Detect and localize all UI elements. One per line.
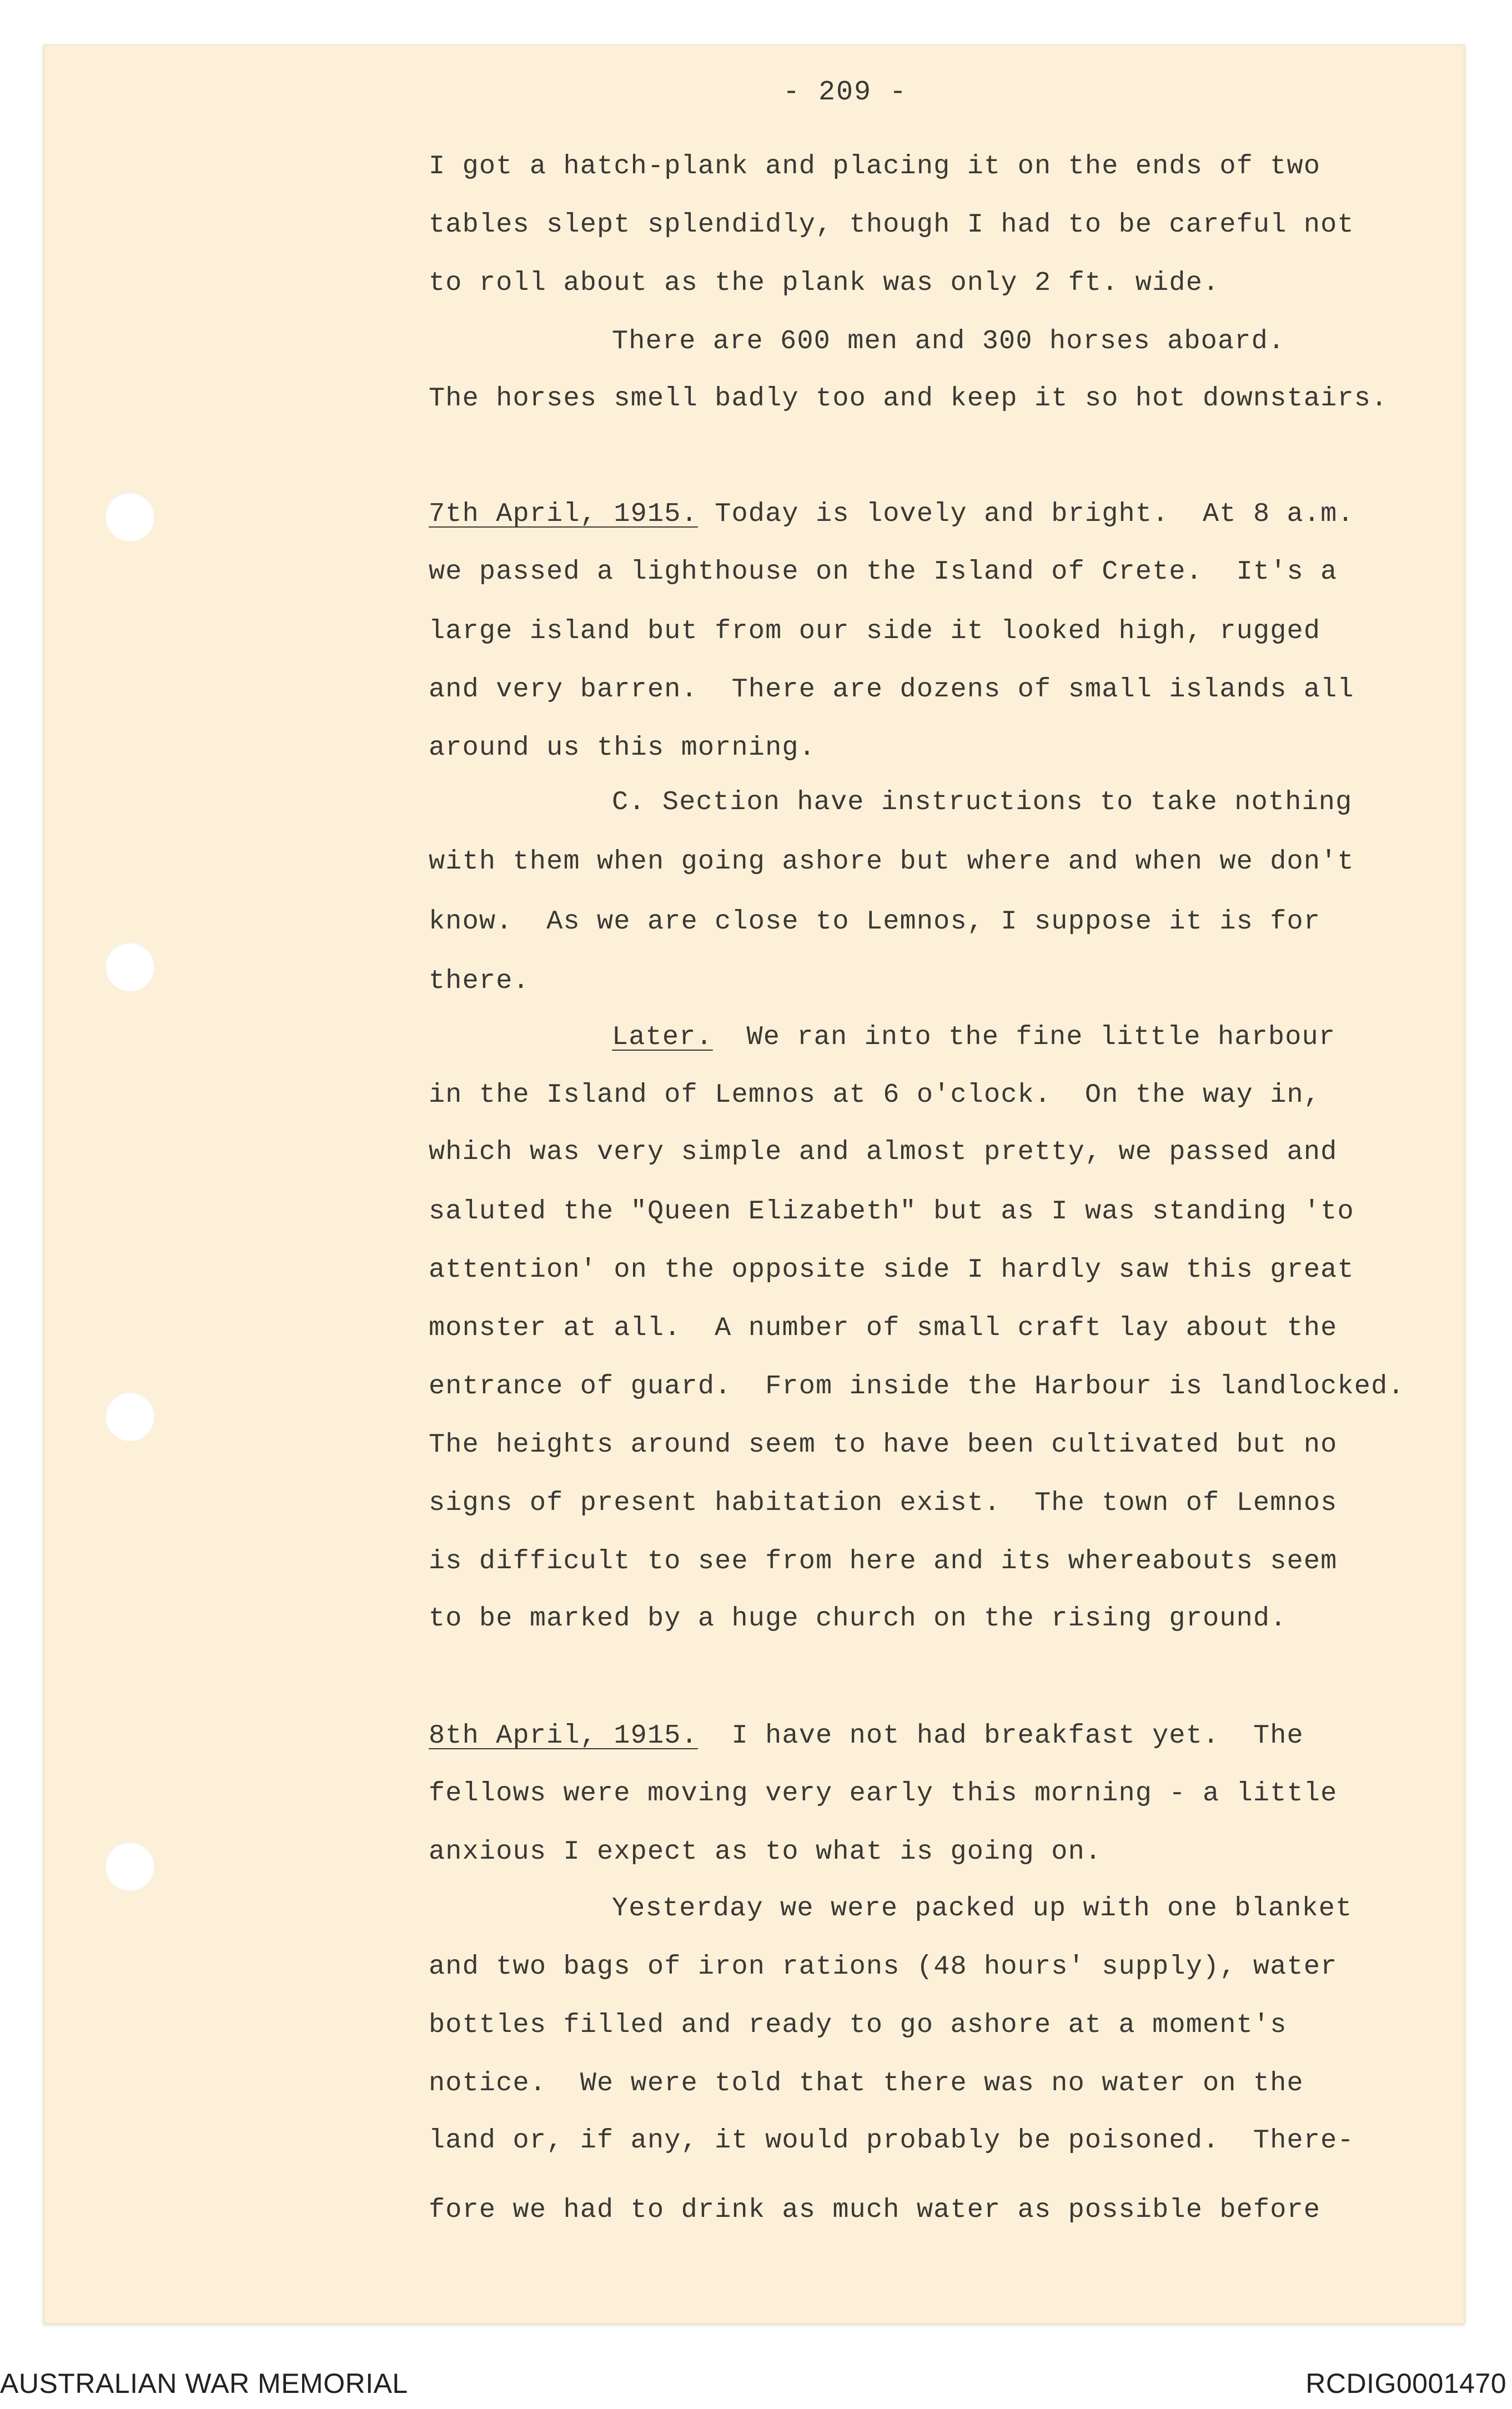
text-line: The heights around seem to have been cultivated but no <box>429 1429 1338 1460</box>
text-line: around us this morning. <box>429 732 816 763</box>
diary-entry-line <box>429 1021 1335 1054</box>
text-line: tables slept splendidly, though I had to be careful not <box>429 209 1354 240</box>
text-line: C. Section have instructions to take nothing <box>612 787 1353 817</box>
page-number: - 209 - <box>783 77 908 108</box>
text-line: is difficult to see from here and its whereabouts seem <box>429 1546 1338 1577</box>
text-line: in the Island of Lemnos at 6 o'clock. On the way in, <box>429 1080 1321 1110</box>
text-line: fellows were moving very early this morning - a little <box>429 1778 1338 1809</box>
text-line: Yesterday we were packed up with one blanket <box>612 1893 1353 1924</box>
text-line: to roll about as the plank was only 2 ft. wide. <box>429 268 1220 298</box>
entry-date-heading: 7th April, 1915. <box>429 499 698 529</box>
text-line: signs of present habitation exist. The town of Lemnos <box>429 1488 1338 1518</box>
punch-hole <box>106 493 154 541</box>
text-line: anxious I expect as to what is going on. <box>429 1836 1102 1867</box>
punch-hole <box>106 1392 154 1441</box>
diary-entry-line <box>429 1719 1304 1753</box>
entry-date-heading: 8th April, 1915. <box>429 1720 698 1751</box>
text-line: There are 600 men and 300 horses aboard. <box>612 326 1285 357</box>
text-line: to be marked by a huge church on the rising ground. <box>429 1603 1287 1634</box>
punch-hole <box>106 942 154 991</box>
text-line: The horses smell badly too and keep it so hot downstairs. <box>429 383 1388 414</box>
text-line: saluted the "Queen Elizabeth" but as I was standing 'to <box>429 1196 1354 1227</box>
text-line: which was very simple and almost pretty, we passed and <box>429 1137 1338 1167</box>
text-line: bottles filled and ready to go ashore at a moment's <box>429 2010 1287 2040</box>
text-line: large island but from our side it looked high, rugged <box>429 616 1321 646</box>
text-line: I got a hatch-plank and placing it on the ends of two <box>429 151 1321 182</box>
punch-hole <box>106 1842 154 1891</box>
entry-subheading: Later. <box>612 1022 713 1052</box>
text-line: with them when going ashore but where and when we don't <box>429 846 1354 877</box>
text-line: entrance of guard. From inside the Harbour is landlocked. <box>429 1371 1405 1402</box>
text-line: know. As we are close to Lemnos, I suppose it is for <box>429 906 1321 937</box>
text-line: notice. We were told that there was no water on the <box>429 2068 1304 2099</box>
text-line: monster at all. A number of small craft lay about the <box>429 1313 1338 1343</box>
text-line-continuation: I have not had breakfast yet. The <box>697 1720 1304 1751</box>
text-line: and two bags of iron rations (48 hours' supply), water <box>429 1951 1338 1982</box>
text-line: we passed a lighthouse on the Island of Crete. It's a <box>429 556 1338 587</box>
diary-entry-line <box>429 498 1354 531</box>
typed-text-body <box>429 0 1478 2225</box>
text-line-continuation: Today is lovely and bright. At 8 a.m. <box>697 499 1354 529</box>
text-line: land or, if any, it would probably be poisoned. There- <box>429 2125 1354 2156</box>
text-line: and very barren. There are dozens of small islands all <box>429 674 1354 705</box>
text-line: there. <box>429 966 530 996</box>
footer-institution: AUSTRALIAN WAR MEMORIAL <box>0 2368 408 2399</box>
footer-record-id: RCDIG0001470 <box>1305 2368 1506 2399</box>
text-line: fore we had to drink as much water as possible before <box>429 2195 1321 2225</box>
text-line-continuation: We ran into the fine little harbour <box>712 1022 1336 1052</box>
text-line: attention' on the opposite side I hardly saw this great <box>429 1254 1354 1285</box>
